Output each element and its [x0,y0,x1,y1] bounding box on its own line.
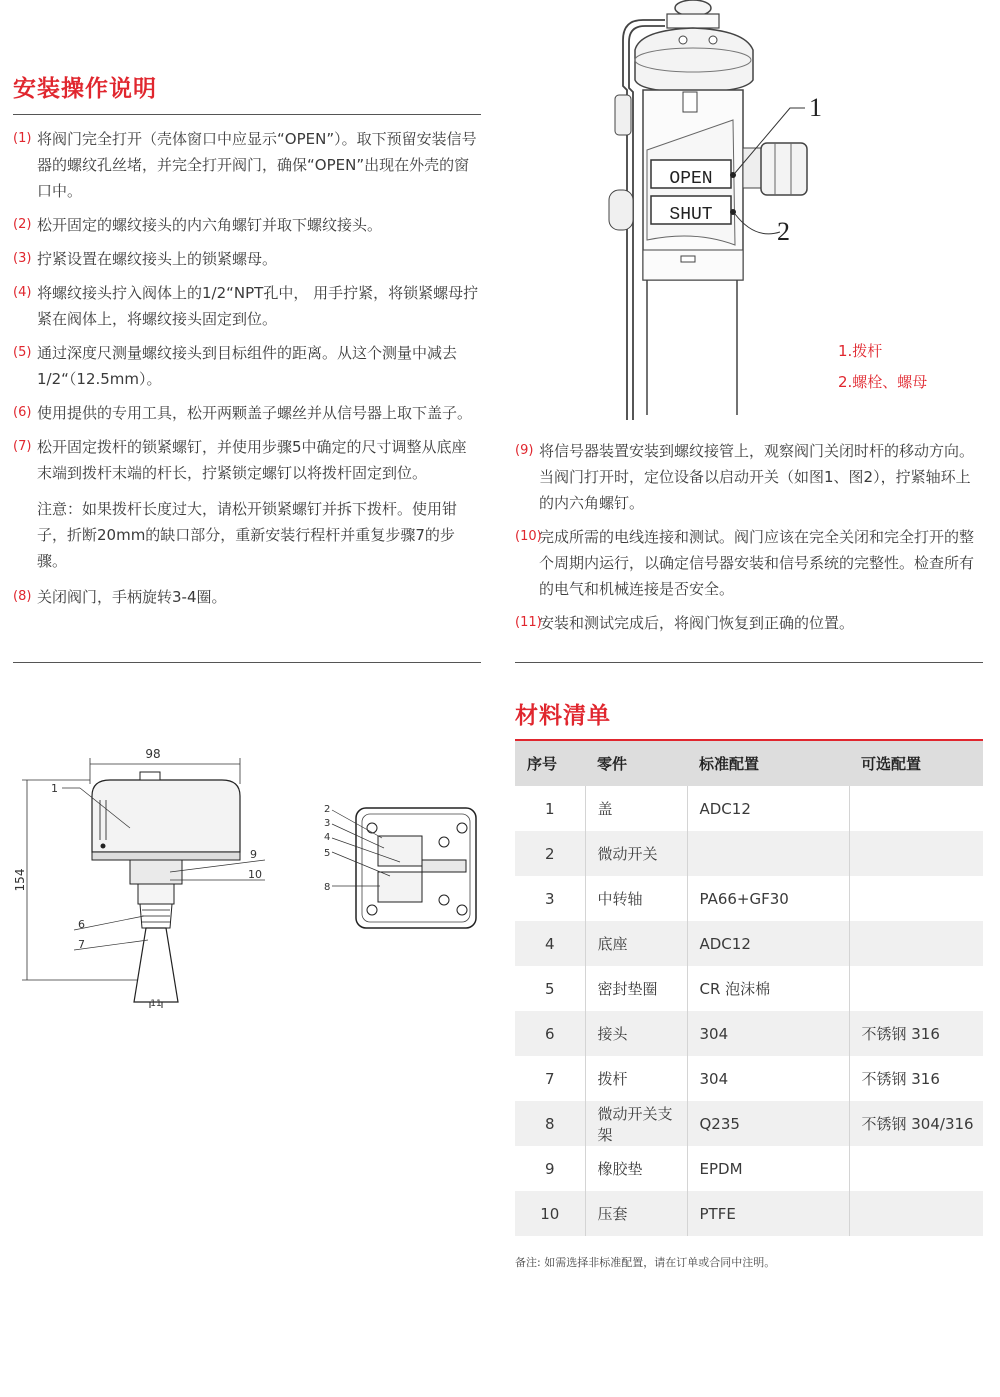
dim-bottom-label: 11 [150,999,162,1009]
bom-header-row [515,740,983,786]
title-divider [13,114,481,115]
open-window-label: OPEN [669,169,713,189]
install-steps-right [515,438,985,644]
callout-2: 2 [777,217,790,246]
side-label-7: 7 [78,938,85,951]
step-1: (1) 将阀门完全打开（壳体窗口中应显示“OPEN”）。取下预留安装信号器的螺纹孔丝堵，并完全打开阀门，确保“OPEN”出现在外壳的窗口中。 [13,130,477,200]
top-view-drawing [320,800,485,935]
step-8: (8) 关闭阀门，手柄旋转3-4圈。 [13,588,227,606]
table-row: 7 拨杆 304 不锈钢 316 [515,1056,983,1101]
table-row: 10 压套 PTFE [515,1191,983,1236]
table-row: 6 接头 304 不锈钢 316 [515,1011,983,1056]
top-label-4: 4 [324,832,331,843]
table-row: 4 底座 ADC12 [515,921,983,966]
install-title: 安装操作说明 [13,76,157,102]
table-row: 9 橡胶垫 EPDM [515,1146,983,1191]
top-label-2: 2 [324,804,331,815]
bom-title: 材料清单 [515,703,611,729]
table-row: 1 盖 ADC12 [515,786,983,831]
figure-legend [838,336,927,398]
step-3: (3) 拧紧设置在螺纹接头上的锁紧螺母。 [13,250,278,268]
side-label-10: 10 [248,868,262,881]
col-header-standard: 标准配置 [687,740,849,786]
dim-width-label: 98 [145,747,161,761]
side-label-1: 1 [51,782,58,795]
legend-item-1: 1.拨杆 [838,342,883,360]
side-label-6: 6 [78,918,85,931]
step-4: (4) 将螺纹接头拧入阀体上的1/2“NPT孔中， 用手拧紧，将锁紧螺母拧紧在阀体上，将螺纹接头固定到位。 [13,284,479,328]
legend-item-2: 2.螺栓、螺母 [838,373,928,391]
signal-device-figure [595,0,835,420]
top-label-8: 8 [324,882,331,893]
step-9: (9) 将信号器装置安装到螺纹接管上，观察阀门关闭时杆的移动方向。当阀门打开时，定位设备以启动开关（如图1、图2），拧紧轴环上的内六角螺钉。 [515,442,975,512]
col-header-index: 序号 [515,740,585,786]
top-label-3: 3 [324,818,331,829]
table-row: 5 密封垫圈 CR 泡沫棉 [515,966,983,1011]
col-header-optional: 可选配置 [849,740,983,786]
step-11: (11) 安装和测试完成后，将阀门恢复到正确的位置。 [515,614,855,632]
top-label-5: 5 [324,848,331,859]
step-7: (7) 松开固定拨杆的锁紧螺钉，并使用步骤5中确定的尺寸调整从底座末端到拨杆末端的杆长，拧紧锁定螺钉以将拨杆固定到位。 [13,438,467,482]
step-10: (10) 完成所需的电线连接和测试。阀门应该在完全关闭和完全打开的整个周期内运行，以确定信号器安装和信号系统的完整性。检查所有的电气和机械连接是否安全。 [515,528,975,598]
callout-1: 1 [809,93,822,122]
dim-height-label: 154 [13,868,27,892]
table-row: 3 中转轴 PA66+GF30 [515,876,983,921]
side-label-9: 9 [250,848,257,861]
table-row: 2 微动开关 [515,831,983,876]
bom-footnote: 备注: 如需选择非标准配置，请在订单或合同中注明。 [515,1256,776,1269]
step-2: (2) 松开固定的螺纹接头的内六角螺钉并取下螺纹接头。 [13,216,383,234]
shut-window-label: SHUT [669,205,713,225]
step-6: (6) 使用提供的专用工具，松开两颗盖子螺丝并从信号器上取下盖子。 [13,404,473,422]
install-steps-left [13,126,481,618]
step-7-note: 注意：如果拨杆长度过大，请松开锁紧螺钉并拆下拨杆。使用钳子，折断20mm的缺口部分，重新安装行程杆并重复步骤7的步骤。 [37,500,458,570]
col-header-part: 零件 [585,740,687,786]
side-view-drawing [10,740,310,1010]
step-5: (5) 通过深度尺测量螺纹接头到目标组件的距离。从这个测量中减去1/2“（12.5mm）。 [13,344,458,388]
left-section-divider [13,662,481,663]
table-row: 8 微动开关支架 Q235 不锈钢 304/316 [515,1101,983,1146]
right-section-divider [515,662,983,663]
bom-table [515,739,983,1236]
